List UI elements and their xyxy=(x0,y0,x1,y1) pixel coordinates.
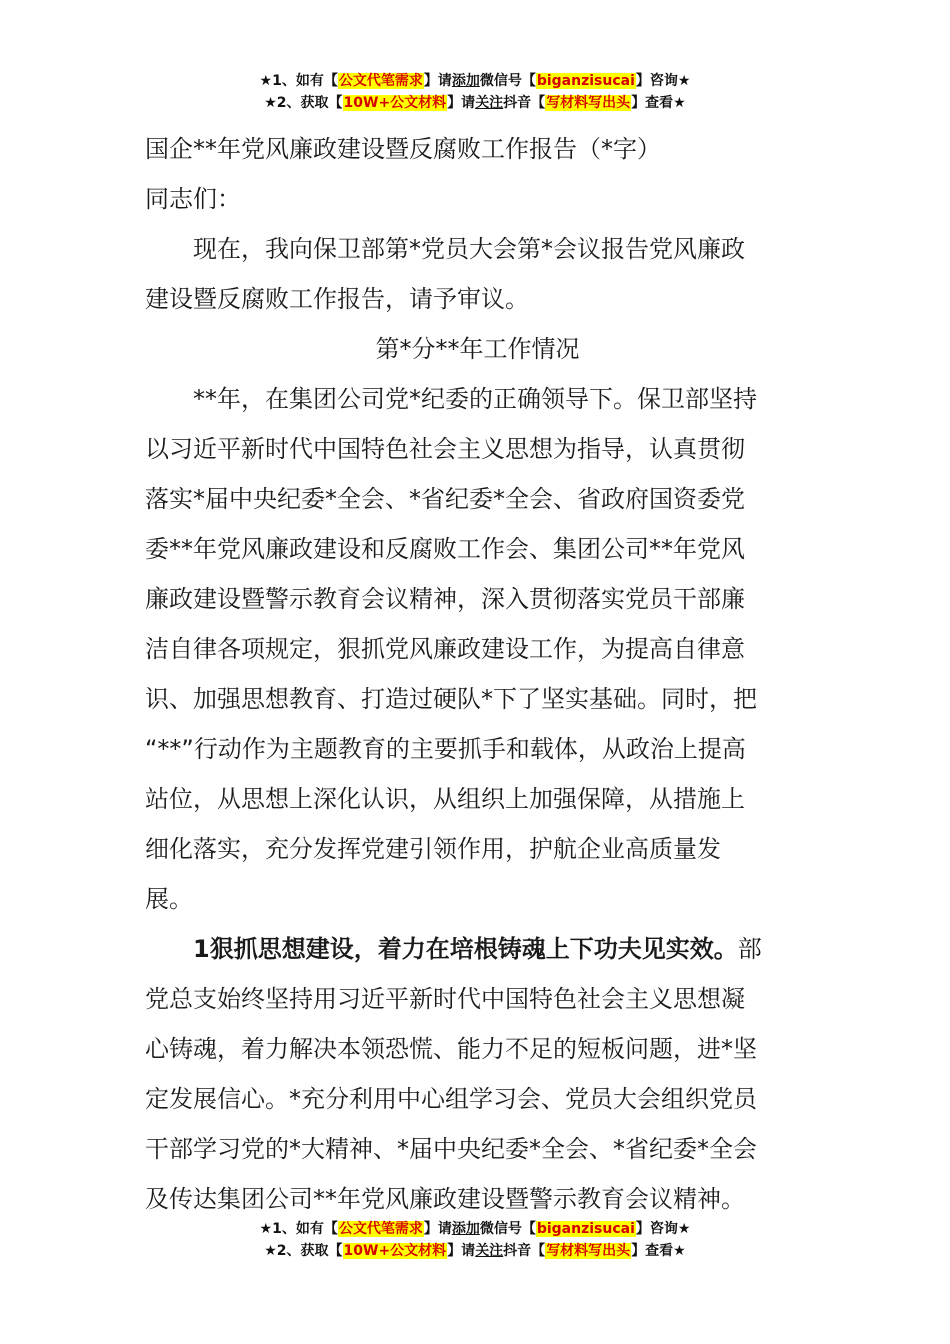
paragraph-line: 干部学习党的*大精神、*届中央纪委*全会、*省纪委*全会 xyxy=(145,1135,757,1163)
paragraph-line: 以习近平新时代中国特色社会主义思想为指导，认真贯彻 xyxy=(145,435,745,463)
paragraph-line: 心铸魂，着力解决本领恐慌、能力不足的短板问题，进*坚 xyxy=(145,1035,757,1063)
highlight-materials: 10W+公文材料 xyxy=(343,95,447,111)
bottom-promo-banner xyxy=(0,1218,950,1262)
paragraph2-first-line: 1狠抓思想建设，着力在培根铸魂上下功夫见实效。部 xyxy=(193,935,762,963)
paragraph-line: 识、加强思想教育、打造过硬队*下了坚实基础。同时，把 xyxy=(145,685,757,713)
paragraph-line: “**”行动作为主题教育的主要抓手和载体，从政治上提高 xyxy=(145,735,746,763)
document-title: 国企**年党风廉政建设暨反腐败工作报告（*字） xyxy=(145,135,661,163)
promo-line-2: ★2、获取【10W+公文材料】请关注抖音【写材料写出头】查看★ xyxy=(264,1243,686,1259)
paragraph-line: 党总支始终坚持用习近平新时代中国特色社会主义思想凝 xyxy=(145,985,745,1013)
promo-line-1: ★1、如有【公文代笔需求】请添加微信号【biganzisucai】咨询★ xyxy=(259,73,691,89)
highlight-wechat-id: biganzisucai xyxy=(536,73,635,89)
highlight-douyin: 写材料写出头 xyxy=(546,95,631,111)
paragraph-line: 定发展信心。*充分利用中心组学习会、党员大会组织党员 xyxy=(145,1085,757,1113)
paragraph-line: 洁自律各项规定，狠抓党风廉政建设工作，为提高自律意 xyxy=(145,635,745,663)
paragraph-line: 细化落实，充分发挥党建引领作用，护航企业高质量发 xyxy=(145,835,721,863)
highlight-materials: 10W+公文材料 xyxy=(343,1243,447,1259)
subheading-bold: 1狠抓思想建设，着力在培根铸魂上下功夫见实效。 xyxy=(193,935,738,963)
paragraph-line: 廉政建设暨警示教育会议精神，深入贯彻落实党员干部廉 xyxy=(145,585,745,613)
highlight-service: 公文代笔需求 xyxy=(338,1221,423,1237)
paragraph-line: 及传达集团公司**年党风廉政建设暨警示教育会议精神。 xyxy=(145,1185,745,1213)
intro-line: 建设暨反腐败工作报告，请予审议。 xyxy=(145,285,529,313)
highlight-wechat-id: biganzisucai xyxy=(536,1221,635,1237)
paragraph-line: 站位，从思想上深化认识，从组织上加强保障，从措施上 xyxy=(145,785,745,813)
promo-line-2: ★2、获取【10W+公文材料】请关注抖音【写材料写出头】查看★ xyxy=(264,95,686,111)
salutation: 同志们： xyxy=(145,185,241,213)
paragraph-line: 委**年党风廉政建设和反腐败工作会、集团公司**年党风 xyxy=(145,535,745,563)
document-body xyxy=(145,124,810,1224)
paragraph-line: 展。 xyxy=(145,885,193,913)
highlight-service: 公文代笔需求 xyxy=(338,73,423,89)
paragraph-line: 落实*届中央纪委*全会、*省纪委*全会、省政府国资委党 xyxy=(145,485,745,513)
section-heading: 第*分**年工作情况 xyxy=(375,335,580,363)
highlight-douyin: 写材料写出头 xyxy=(546,1243,631,1259)
top-promo-banner xyxy=(0,70,950,114)
paragraph-line: **年，在集团公司党*纪委的正确领导下。保卫部坚持 xyxy=(193,385,757,413)
intro-line: 现在，我向保卫部第*党员大会第*会议报告党风廉政 xyxy=(193,235,745,263)
promo-line-1: ★1、如有【公文代笔需求】请添加微信号【biganzisucai】咨询★ xyxy=(259,1221,691,1237)
